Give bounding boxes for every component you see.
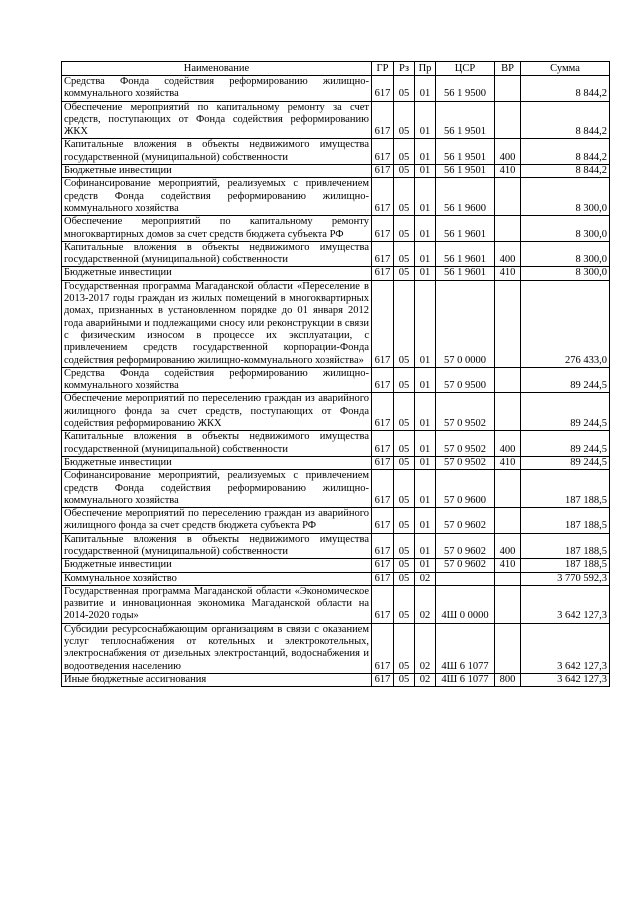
cell-gr: 617 [372, 456, 394, 469]
cell-gr: 617 [372, 241, 394, 267]
cell-csr [436, 572, 495, 585]
cell-vr: 410 [495, 559, 521, 572]
header-gr: ГР [372, 62, 394, 76]
cell-vr [495, 76, 521, 102]
table-row [62, 572, 610, 585]
cell-sum: 3 642 127,3 [521, 585, 610, 623]
header-pr: Пр [415, 62, 436, 76]
cell-rz: 05 [394, 367, 415, 393]
cell-pr: 02 [415, 673, 436, 686]
cell-name: Бюджетные инвестиции [62, 456, 372, 469]
cell-rz: 05 [394, 393, 415, 431]
cell-name: Государственная программа Магаданской области «Переселение в 2013-2017 годы граждан из жилых помещений в многоквартирных домах, признанных в установленном порядке до 01 января 2012 года аварийными и подлежащими сносу или реконструкции в связи с физическим износом в процессе их эксплуатации, с привлечением средств государственной корпорации-Фонда содействия реформированию жилищно-коммунального хозяйства» [62, 280, 372, 367]
cell-name: Средства Фонда содействия реформированию жилищно-коммунального хозяйства [62, 76, 372, 102]
cell-rz: 05 [394, 101, 415, 139]
cell-pr: 01 [415, 393, 436, 431]
cell-gr: 617 [372, 178, 394, 216]
cell-name: Капитальные вложения в объекты недвижимого имущества государственной (муниципальной) собственности [62, 241, 372, 267]
cell-sum: 8 844,2 [521, 76, 610, 102]
cell-rz: 05 [394, 178, 415, 216]
cell-gr: 617 [372, 165, 394, 178]
cell-pr: 01 [415, 216, 436, 242]
cell-pr: 01 [415, 533, 436, 559]
cell-name: Бюджетные инвестиции [62, 267, 372, 280]
cell-sum: 89 244,5 [521, 393, 610, 431]
table-row [62, 393, 610, 431]
cell-gr: 617 [372, 572, 394, 585]
cell-csr: 4Ш 6 1077 [436, 673, 495, 686]
table-row [62, 508, 610, 534]
cell-pr: 01 [415, 280, 436, 367]
cell-gr: 617 [372, 559, 394, 572]
cell-name: Бюджетные инвестиции [62, 559, 372, 572]
cell-name: Средства Фонда содействия реформированию жилищно-коммунального хозяйства [62, 367, 372, 393]
table-row [62, 559, 610, 572]
table-row [62, 267, 610, 280]
header-vr: ВР [495, 62, 521, 76]
table-row [62, 280, 610, 367]
cell-sum: 3 642 127,3 [521, 673, 610, 686]
cell-sum: 8 844,2 [521, 101, 610, 139]
cell-csr: 56 1 9500 [436, 76, 495, 102]
cell-name: Обеспечение мероприятий по переселению граждан из аварийного жилищного фонда за счет средств, поступающих от Фонда содействия реформированию ЖКХ [62, 393, 372, 431]
cell-rz: 05 [394, 559, 415, 572]
cell-rz: 05 [394, 241, 415, 267]
cell-rz: 05 [394, 508, 415, 534]
cell-gr: 617 [372, 431, 394, 457]
cell-rz: 05 [394, 572, 415, 585]
cell-gr: 617 [372, 533, 394, 559]
cell-vr: 400 [495, 241, 521, 267]
cell-csr: 57 0 9600 [436, 470, 495, 508]
cell-csr: 57 0 9502 [436, 431, 495, 457]
cell-sum: 89 244,5 [521, 431, 610, 457]
table-row [62, 76, 610, 102]
cell-vr: 410 [495, 267, 521, 280]
cell-vr [495, 572, 521, 585]
cell-pr: 01 [415, 241, 436, 267]
cell-sum: 8 300,0 [521, 267, 610, 280]
table-row [62, 139, 610, 165]
cell-vr [495, 280, 521, 367]
budget-table [61, 61, 610, 687]
cell-pr: 01 [415, 508, 436, 534]
cell-pr: 01 [415, 101, 436, 139]
cell-name: Обеспечение мероприятий по капитальному ремонту за счет средств, поступающих от Фонда содействия реформированию ЖКХ [62, 101, 372, 139]
cell-rz: 05 [394, 431, 415, 457]
cell-pr: 01 [415, 367, 436, 393]
cell-sum: 187 188,5 [521, 559, 610, 572]
cell-csr: 4Ш 6 1077 [436, 623, 495, 673]
cell-vr: 400 [495, 431, 521, 457]
cell-sum: 276 433,0 [521, 280, 610, 367]
cell-name: Капитальные вложения в объекты недвижимого имущества государственной (муниципальной) собственности [62, 431, 372, 457]
cell-vr [495, 623, 521, 673]
cell-name: Бюджетные инвестиции [62, 165, 372, 178]
cell-sum: 187 188,5 [521, 470, 610, 508]
cell-gr: 617 [372, 623, 394, 673]
table-row [62, 178, 610, 216]
cell-gr: 617 [372, 101, 394, 139]
cell-vr [495, 393, 521, 431]
cell-csr: 57 0 9502 [436, 393, 495, 431]
cell-pr: 01 [415, 456, 436, 469]
header-name: Наименование [62, 62, 372, 76]
cell-csr: 57 0 9602 [436, 533, 495, 559]
cell-rz: 05 [394, 456, 415, 469]
cell-csr: 56 1 9501 [436, 165, 495, 178]
cell-gr: 617 [372, 470, 394, 508]
cell-name: Капитальные вложения в объекты недвижимого имущества государственной (муниципальной) собственности [62, 139, 372, 165]
cell-sum: 3 770 592,3 [521, 572, 610, 585]
table-row [62, 623, 610, 673]
cell-gr: 617 [372, 367, 394, 393]
cell-csr: 4Ш 0 0000 [436, 585, 495, 623]
cell-csr: 56 1 9601 [436, 216, 495, 242]
cell-vr [495, 585, 521, 623]
cell-vr [495, 470, 521, 508]
cell-rz: 05 [394, 470, 415, 508]
header-row [62, 62, 610, 76]
cell-csr: 56 1 9501 [436, 139, 495, 165]
cell-gr: 617 [372, 216, 394, 242]
header-csr: ЦСР [436, 62, 495, 76]
table-row [62, 470, 610, 508]
header-sum: Сумма [521, 62, 610, 76]
table-row [62, 585, 610, 623]
cell-name: Государственная программа Магаданской области «Экономическое развитие и инновационная экономика Магаданской области на 2014-2020 годы» [62, 585, 372, 623]
cell-vr: 410 [495, 165, 521, 178]
cell-vr: 400 [495, 533, 521, 559]
cell-sum: 187 188,5 [521, 533, 610, 559]
cell-name: Софинансирование мероприятий, реализуемых с привлечением средств Фонда содействия реформированию жилищно-коммунального хозяйства [62, 470, 372, 508]
cell-vr [495, 367, 521, 393]
table-body [62, 76, 610, 687]
cell-pr: 01 [415, 76, 436, 102]
cell-gr: 617 [372, 76, 394, 102]
cell-pr: 01 [415, 559, 436, 572]
table-row [62, 216, 610, 242]
cell-pr: 02 [415, 623, 436, 673]
cell-csr: 56 1 9501 [436, 101, 495, 139]
table-row [62, 456, 610, 469]
cell-csr: 57 0 9602 [436, 559, 495, 572]
table-row [62, 533, 610, 559]
cell-sum: 8 844,2 [521, 139, 610, 165]
cell-vr [495, 216, 521, 242]
cell-vr: 410 [495, 456, 521, 469]
cell-pr: 01 [415, 431, 436, 457]
cell-vr: 800 [495, 673, 521, 686]
cell-pr: 01 [415, 470, 436, 508]
cell-name: Иные бюджетные ассигнования [62, 673, 372, 686]
cell-rz: 05 [394, 585, 415, 623]
cell-sum: 8 300,0 [521, 178, 610, 216]
cell-pr: 02 [415, 572, 436, 585]
cell-rz: 05 [394, 76, 415, 102]
cell-name: Обеспечение мероприятий по переселению граждан из аварийного жилищного фонда за счет средств бюджета субъекта РФ [62, 508, 372, 534]
table-row [62, 101, 610, 139]
cell-csr: 56 1 9601 [436, 241, 495, 267]
cell-sum: 187 188,5 [521, 508, 610, 534]
header-rz: Рз [394, 62, 415, 76]
table-row [62, 673, 610, 686]
cell-name: Капитальные вложения в объекты недвижимого имущества государственной (муниципальной) собственности [62, 533, 372, 559]
cell-vr [495, 508, 521, 534]
cell-vr [495, 178, 521, 216]
cell-rz: 05 [394, 673, 415, 686]
cell-pr: 01 [415, 267, 436, 280]
cell-name: Субсидии ресурсоснабжающим организациям в связи с оказанием услуг теплоснабжения от котельных и электрокотельных, электроснабжения от дизельных электростанций, водоснабжения и водоотведения населению [62, 623, 372, 673]
table-row [62, 367, 610, 393]
cell-vr [495, 101, 521, 139]
cell-sum: 8 300,0 [521, 241, 610, 267]
table-row [62, 241, 610, 267]
cell-name: Обеспечение мероприятий по капитальному ремонту многоквартирных домов за счет средств бюджета субъекта РФ [62, 216, 372, 242]
cell-pr: 01 [415, 165, 436, 178]
cell-gr: 617 [372, 280, 394, 367]
cell-csr: 56 1 9601 [436, 267, 495, 280]
table-row [62, 165, 610, 178]
cell-sum: 89 244,5 [521, 367, 610, 393]
cell-gr: 617 [372, 673, 394, 686]
cell-name: Софинансирование мероприятий, реализуемых с привлечением средств Фонда содействия реформированию жилищно-коммунального хозяйства [62, 178, 372, 216]
cell-gr: 617 [372, 508, 394, 534]
cell-name: Коммунальное хозяйство [62, 572, 372, 585]
cell-pr: 01 [415, 139, 436, 165]
cell-pr: 02 [415, 585, 436, 623]
cell-csr: 57 0 9602 [436, 508, 495, 534]
cell-rz: 05 [394, 623, 415, 673]
cell-gr: 617 [372, 393, 394, 431]
cell-csr: 57 0 0000 [436, 280, 495, 367]
cell-sum: 8 300,0 [521, 216, 610, 242]
cell-rz: 05 [394, 139, 415, 165]
cell-rz: 05 [394, 280, 415, 367]
cell-sum: 3 642 127,3 [521, 623, 610, 673]
cell-gr: 617 [372, 585, 394, 623]
cell-gr: 617 [372, 139, 394, 165]
cell-rz: 05 [394, 267, 415, 280]
cell-csr: 57 0 9502 [436, 456, 495, 469]
cell-rz: 05 [394, 533, 415, 559]
cell-rz: 05 [394, 165, 415, 178]
cell-gr: 617 [372, 267, 394, 280]
cell-rz: 05 [394, 216, 415, 242]
cell-sum: 89 244,5 [521, 456, 610, 469]
cell-csr: 56 1 9600 [436, 178, 495, 216]
cell-sum: 8 844,2 [521, 165, 610, 178]
cell-pr: 01 [415, 178, 436, 216]
table-row [62, 431, 610, 457]
cell-csr: 57 0 9500 [436, 367, 495, 393]
cell-vr: 400 [495, 139, 521, 165]
